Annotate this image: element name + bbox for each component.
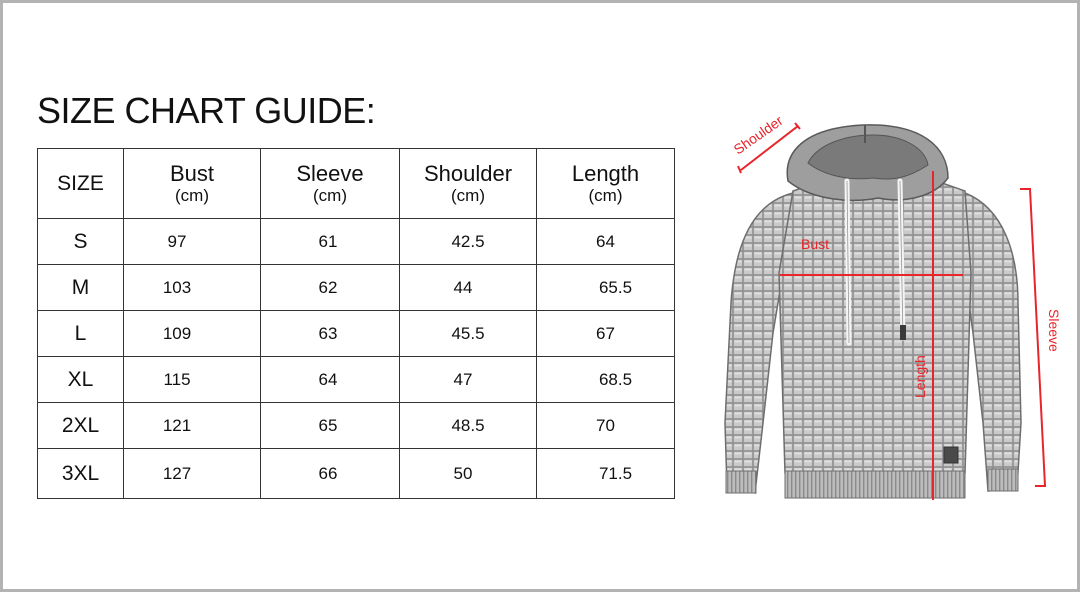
header-label: Bust bbox=[169, 160, 215, 186]
length-cell: 67 bbox=[537, 311, 675, 357]
header-label: Shoulder bbox=[423, 160, 513, 186]
size-cell: 3XL bbox=[38, 449, 124, 499]
header-unit: (cm) bbox=[175, 185, 209, 205]
table-row bbox=[38, 449, 675, 499]
length-cell: 70 bbox=[537, 403, 675, 449]
header-length bbox=[537, 149, 675, 219]
bust-cell: 97 bbox=[124, 219, 261, 265]
table-row bbox=[38, 311, 675, 357]
header-bust bbox=[124, 149, 261, 219]
length-cell: 64 bbox=[537, 219, 675, 265]
header-sleeve bbox=[261, 149, 400, 219]
table-row bbox=[38, 357, 675, 403]
header-size bbox=[38, 149, 124, 219]
sleeve-label: Sleeve bbox=[1046, 309, 1062, 352]
size-cell: S bbox=[38, 219, 124, 265]
size-cell: M bbox=[38, 265, 124, 311]
page-title: SIZE CHART GUIDE: bbox=[37, 90, 376, 131]
sleeve-cell: 62 bbox=[261, 265, 400, 311]
header-unit: (cm) bbox=[451, 185, 485, 205]
shoulder-label: Shoulder bbox=[730, 112, 786, 158]
sleeve-cell: 61 bbox=[261, 219, 400, 265]
sleeve-cell: 63 bbox=[261, 311, 400, 357]
table-row bbox=[38, 265, 675, 311]
size-cell: XL bbox=[38, 357, 124, 403]
table-row bbox=[38, 219, 675, 265]
sleeve-cell: 64 bbox=[261, 357, 400, 403]
bust-cell: 109 bbox=[124, 311, 261, 357]
sleeve-guide bbox=[1020, 189, 1045, 486]
length-label: Length bbox=[912, 355, 928, 398]
header-label: Sleeve bbox=[296, 160, 364, 186]
hoodie-measurement-illustration bbox=[703, 88, 1073, 508]
header-shoulder bbox=[400, 149, 537, 219]
shoulder-cell: 42.5 bbox=[400, 219, 537, 265]
bust-cell: 115 bbox=[124, 357, 261, 403]
shoulder-cell: 48.5 bbox=[400, 403, 537, 449]
size-cell: L bbox=[38, 311, 124, 357]
table-row bbox=[38, 403, 675, 449]
shoulder-cell: 50 bbox=[400, 449, 537, 499]
bust-cell: 127 bbox=[124, 449, 261, 499]
shoulder-cell: 47 bbox=[400, 357, 537, 403]
header-label: SIZE bbox=[57, 171, 104, 195]
shoulder-cell: 44 bbox=[400, 265, 537, 311]
shoulder-cell: 45.5 bbox=[400, 311, 537, 357]
length-cell: 65.5 bbox=[537, 265, 675, 311]
table-header-row bbox=[38, 149, 675, 219]
hoodie-icon bbox=[725, 125, 1021, 498]
length-cell: 71.5 bbox=[537, 449, 675, 499]
sleeve-cell: 66 bbox=[261, 449, 400, 499]
size-chart-table bbox=[37, 148, 675, 499]
header-unit: (cm) bbox=[313, 185, 347, 205]
header-label: Length bbox=[571, 160, 640, 186]
bust-cell: 121 bbox=[124, 403, 261, 449]
bust-label: Bust bbox=[801, 236, 830, 252]
length-cell: 68.5 bbox=[537, 357, 675, 403]
bust-cell: 103 bbox=[124, 265, 261, 311]
sleeve-cell: 65 bbox=[261, 403, 400, 449]
size-cell: 2XL bbox=[38, 403, 124, 449]
header-unit: (cm) bbox=[588, 185, 623, 205]
